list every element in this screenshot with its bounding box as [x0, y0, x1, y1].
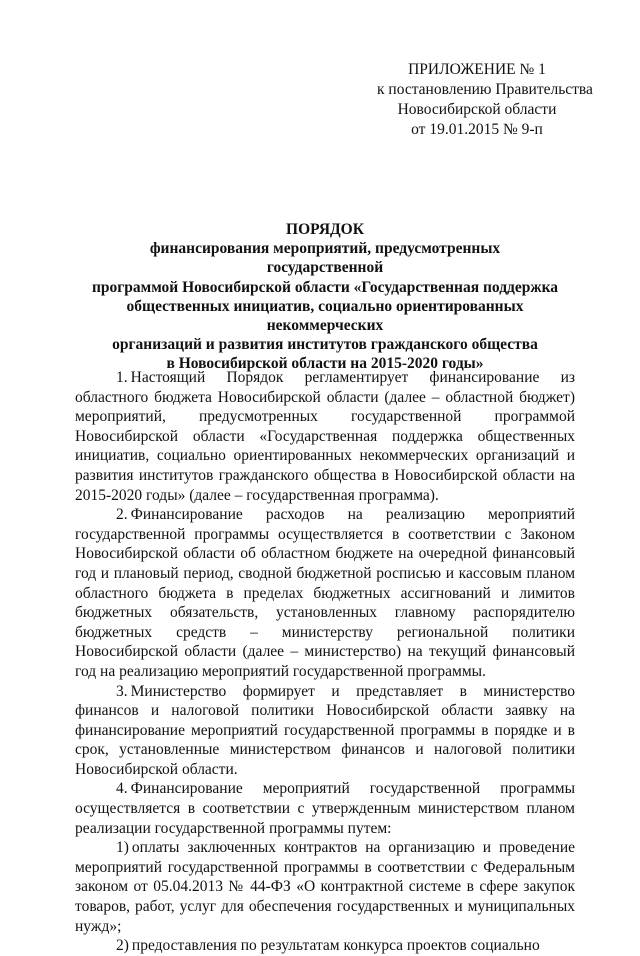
title-line: в Новосибирской области на 2015-2020 годы» — [166, 355, 484, 373]
paragraph-number: 3. — [116, 682, 128, 700]
attachment-date-number: от 19.01.2015 № 9-п — [411, 121, 543, 138]
paragraph-number: 2. — [116, 506, 128, 524]
title-main: ПОРЯДОК — [286, 221, 364, 238]
paragraph-text: Министерство формирует и представляет в министерство финансов и налоговой политики Новосибирской области заявку на финансирование мероприятий государственной программы в порядке и в срок, установленные министерством финансов и налоговой политики Новосибирской области. — [75, 682, 575, 778]
title-line: общественных инициатив, социально ориентированных некоммерческих — [126, 297, 524, 335]
attachment-number: ПРИЛОЖЕНИЕ № 1 — [408, 61, 546, 78]
title-line: организаций и развития институтов гражданского общества — [112, 336, 538, 354]
paragraph-text: Финансирование мероприятий государственной программы осуществляется в соответствии с утвержденным министерством планом реализации государственной программы путем: — [75, 780, 575, 837]
document-body — [75, 368, 575, 956]
document-title — [90, 220, 560, 374]
attachment-ref-line2: Новосибирской области — [397, 101, 557, 118]
paragraph-3 — [75, 682, 575, 780]
subparagraph-number: 2) — [116, 937, 129, 955]
paragraph-2 — [75, 505, 575, 681]
subparagraph-text: предоставления по результатам конкурса проектов социально — [131, 937, 540, 955]
title-line: программой Новосибирской области «Государственная поддержка — [91, 278, 559, 296]
attachment-header — [377, 60, 593, 140]
subparagraph-2 — [75, 936, 575, 956]
paragraph-4 — [75, 779, 575, 838]
attachment-ref-line1: к постановлению Правительства — [377, 81, 593, 98]
subparagraph-text: оплаты заключенных контрактов на организацию и проведение мероприятий государственной программы в соответствии с Федеральным законом от 05.04.2013 № 44-ФЗ «О контрактной системе в сфере закупок товаров, работ, услуг для обеспечения государственных и муниципальных нужд»; — [75, 839, 575, 935]
paragraph-number: 1. — [116, 369, 128, 386]
paragraph-text: Настоящий Порядок регламентирует финансирование из областного бюджета Новосибирской области (далее – областной бюджет) мероприятий, предусмотренных государственной программой Новосибирской области «Государственная поддержка общественных инициатив, социально ориентированных некоммерческих организаций и развития институтов гражданского общества в Новосибирской области на 2015-2020 годы» (далее – государственная программа). — [75, 369, 575, 504]
title-line: финансирования мероприятий, предусмотренных государственной — [149, 240, 501, 277]
paragraph-number: 4. — [116, 780, 128, 798]
paragraph-text: Финансирование расходов на реализацию мероприятий государственной программы осуществляется в соответствии с Законом Новосибирской области об областном бюджете на очередной финансовый год и плановый период, сводной бюджетной росписью и кассовым планом областного бюджета в пределах бюджетных ассигнований и лимитов бюджетных обязательств, установленных главному распорядителю бюджетных средств – министерству региональной политики Новосибирской области (далее – министерство) на текущий финансовый год на реализацию мероприятий государственной программы. — [75, 506, 575, 680]
paragraph-1 — [75, 368, 575, 505]
subparagraph-1 — [75, 838, 575, 936]
subparagraph-number: 1) — [116, 839, 129, 857]
